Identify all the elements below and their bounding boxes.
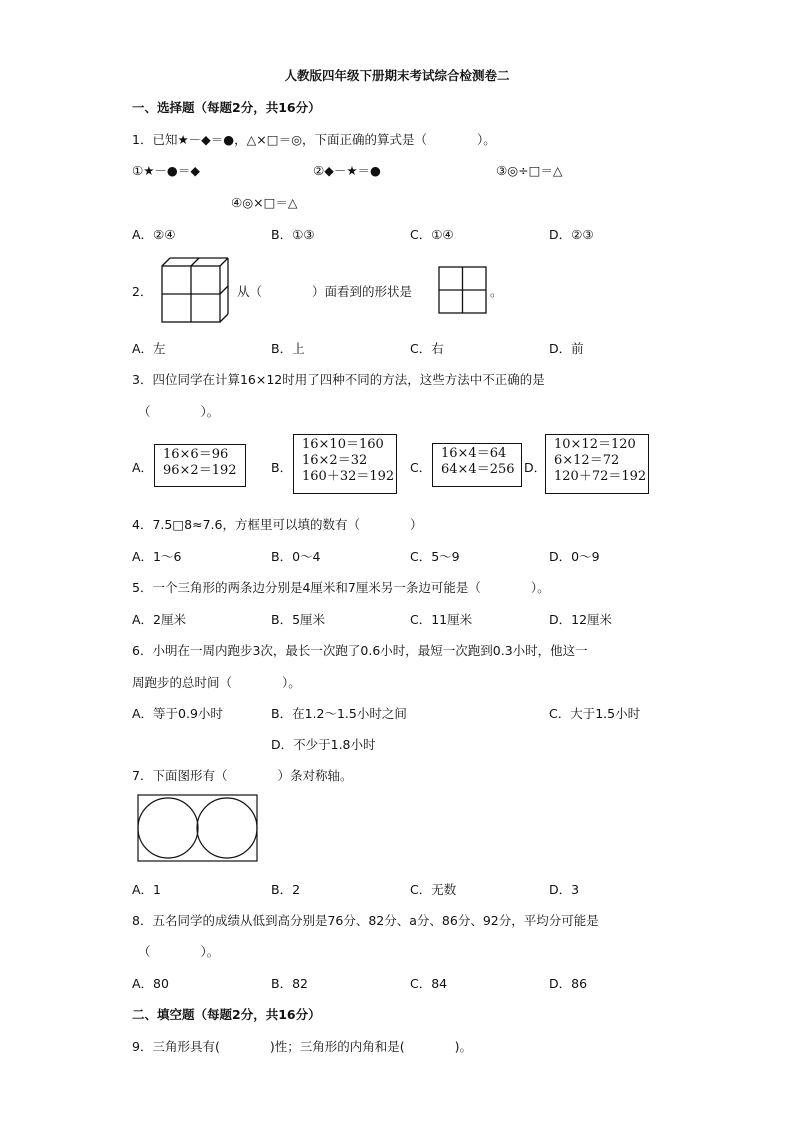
q1-option-4: ④◎×□＝△ xyxy=(231,195,298,210)
q2-end: 。 xyxy=(490,284,503,299)
q1-option-1: ①★－●＝◆ xyxy=(132,163,200,178)
q7-choice-b[interactable]: B．2 xyxy=(271,882,301,897)
q5-choice-d[interactable]: D．12厘米 xyxy=(549,612,613,627)
q3-box-b-line2: 16×2＝32 xyxy=(302,453,368,468)
q1-choice-d[interactable]: D．②③ xyxy=(549,227,594,242)
q2-number: 2． xyxy=(132,284,153,299)
q4-choice-c[interactable]: C．5～9 xyxy=(410,549,460,564)
q6-choice-a[interactable]: A．等于0.9小时 xyxy=(132,706,223,721)
q4-choice-d[interactable]: D．0～9 xyxy=(549,549,600,564)
q3-label-d[interactable]: D． xyxy=(524,460,547,475)
q3-box-d-line1: 10×12＝120 xyxy=(554,437,636,452)
q6-choice-d[interactable]: D．不少于1.8小时 xyxy=(271,737,376,752)
q1-choice-c[interactable]: C．①④ xyxy=(410,227,454,242)
q8-choice-a[interactable]: A．80 xyxy=(132,976,169,991)
q3-box-c xyxy=(432,443,522,487)
q5-choice-a[interactable]: A．2厘米 xyxy=(132,612,187,627)
section2-header: 二、填空题（每题2分，共16分） xyxy=(132,1007,321,1022)
q3-label-a[interactable]: A． xyxy=(132,460,154,475)
q1-choice-a[interactable]: A．②④ xyxy=(132,227,176,242)
q2-choice-c[interactable]: C．右 xyxy=(410,341,444,356)
q8-stem: 8．五名同学的成绩从低到高分别是76分、82分、a分、86分、92分，平均分可能是 xyxy=(132,913,599,928)
q5-choice-c[interactable]: C．11厘米 xyxy=(410,612,473,627)
q7-choice-c[interactable]: C．无数 xyxy=(410,882,457,897)
q9-stem: 9．三角形具有( )性；三角形的内角和是( )。 xyxy=(132,1039,472,1054)
q1-stem: 1．已知★－◆＝●，△×□＝◎，下面正确的算式是（ ）。 xyxy=(132,132,496,147)
q3-box-c-line1: 16×4＝64 xyxy=(441,446,507,461)
q3-box-a xyxy=(154,444,246,487)
q1-option-2: ②◆－★＝● xyxy=(313,163,381,178)
q6-stem: 6．小明在一周内跑步3次，最长一次跑了0.6小时，最短一次跑到0.3小时，他这一 xyxy=(132,643,588,658)
q3-box-d xyxy=(545,434,649,494)
q3-stem: 3．四位同学在计算16×12时用了四种不同的方法，这些方法中不正确的是 xyxy=(132,372,545,387)
q8-stem-line2: （ ）。 xyxy=(138,944,220,959)
q2-choice-d[interactable]: D．前 xyxy=(549,341,584,356)
q4-stem: 4．7.5□8≈7.6，方框里可以填的数有（ ） xyxy=(132,517,423,532)
q3-box-b-line1: 16×10＝160 xyxy=(302,437,384,452)
view-shape-figure xyxy=(438,266,488,314)
q8-choice-d[interactable]: D．86 xyxy=(549,976,588,991)
q2-text: 从（ ）面看到的形状是 xyxy=(237,284,413,299)
q3-box-b xyxy=(293,434,397,494)
q3-box-a-line2: 96×2＝192 xyxy=(163,463,237,478)
q1-option-3: ③◎÷□＝△ xyxy=(496,163,563,178)
q7-stem: 7．下面图形有（ ）条对称轴。 xyxy=(132,768,353,783)
q2-choice-b[interactable]: B．上 xyxy=(271,341,305,356)
q5-stem: 5．一个三角形的两条边分别是4厘米和7厘米另一条边可能是（ ）。 xyxy=(132,580,550,595)
q3-box-b-line3: 160＋32＝192 xyxy=(302,469,395,484)
q8-choice-c[interactable]: C．84 xyxy=(410,976,448,991)
section1-header: 一、选择题（每题2分，共16分） xyxy=(132,100,321,115)
q8-choice-b[interactable]: B．82 xyxy=(271,976,308,991)
q2-choice-a[interactable]: A．左 xyxy=(132,341,166,356)
q7-choice-d[interactable]: D．3 xyxy=(549,882,580,897)
q7-choice-a[interactable]: A．1 xyxy=(132,882,162,897)
q4-choice-a[interactable]: A．1～6 xyxy=(132,549,182,564)
q3-stem-line2: （ ）。 xyxy=(138,404,220,419)
q3-box-d-line3: 120＋72＝192 xyxy=(554,469,647,484)
q6-stem-line2: 周跑步的总时间（ ）。 xyxy=(132,675,301,690)
page-title: 人教版四年级下册期末考试综合检测卷二 xyxy=(284,68,510,83)
q5-choice-b[interactable]: B．5厘米 xyxy=(271,612,326,627)
q3-label-c[interactable]: C． xyxy=(410,460,432,475)
q6-choice-c[interactable]: C．大于1.5小时 xyxy=(549,706,641,721)
q1-choice-b[interactable]: B．①③ xyxy=(271,227,315,242)
q4-choice-b[interactable]: B．0～4 xyxy=(271,549,321,564)
two-circles-figure xyxy=(137,794,259,862)
q3-box-a-line1: 16×6＝96 xyxy=(163,447,229,462)
q6-choice-b[interactable]: B．在1.2～1.5小时之间 xyxy=(271,706,407,721)
q3-box-c-line2: 64×4＝256 xyxy=(441,462,515,477)
cube-stack-figure xyxy=(160,256,230,324)
q3-label-b[interactable]: B． xyxy=(271,460,293,475)
q3-box-d-line2: 6×12＝72 xyxy=(554,453,620,468)
